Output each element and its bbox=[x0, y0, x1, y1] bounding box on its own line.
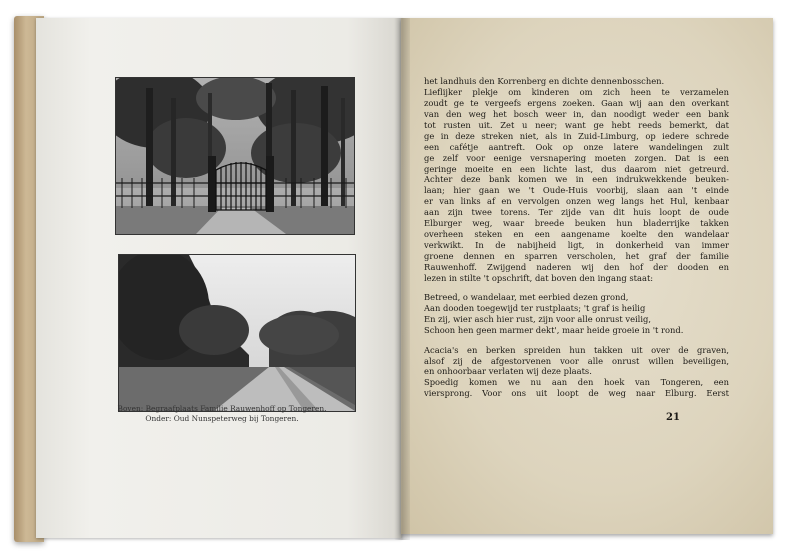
text-line: verkwikt. In de nabijheid ligt, in donkerheid van immer bbox=[424, 240, 729, 251]
text-line: Achter deze bank komen we in een indrukwekkende beuken- bbox=[424, 174, 729, 185]
text-line: Lieflijker plekje om kinderen om zich heen te verzamelen bbox=[424, 86, 729, 97]
caption-line-top: Boven: Begraafplaats Familie Rauwenhoff op Tongeren. bbox=[117, 404, 327, 413]
text-line: Acacia's en berken spreiden hun takken uit over de graven, bbox=[424, 344, 729, 355]
book-gutter bbox=[394, 18, 410, 540]
text-line: en onhoorbaar verlaten wij deze plaats. bbox=[424, 366, 592, 377]
text-line: zoudt ge te vergeefs ergens zoeken. Gaan wij aan den overkant bbox=[424, 97, 729, 108]
text-line: van den weg het bosch weer in, dan noodigt weder een bank bbox=[424, 108, 729, 119]
text-line: viersprong. Voor ons uit loopt de weg naar Elburg. Eerst bbox=[424, 388, 729, 399]
photo-top-gate bbox=[115, 77, 355, 235]
photo-caption bbox=[100, 404, 344, 424]
text-line: het landhuis den Korrenberg en dichte dennenbosschen. bbox=[424, 76, 665, 86]
text-line: alsof zij de afgestorvenen voor alle onrust willen beveiligen, bbox=[424, 355, 729, 366]
right-page-text bbox=[424, 76, 729, 399]
text-line: lezen in stilte 't opschrift, dat boven den ingang staat: bbox=[424, 272, 654, 283]
photo-bottom-road bbox=[118, 254, 356, 412]
text-line: geringe moeite en een lichte last, dus daarom niet getreurd. bbox=[424, 163, 729, 174]
text-line: aan zijn twee torens. Ter zijde van dit huis loopt de oude bbox=[424, 207, 729, 218]
text-line: er van links af en vervolgen onzen weg langs het Hul, kenbaar bbox=[424, 196, 729, 207]
text-line: een cafétje aantreft. Ook op onze latere wandelingen zult bbox=[424, 141, 729, 152]
verse-line: Aan dooden toegewijd ter rustplaats; 't graf is heilig bbox=[424, 303, 646, 314]
text-line: Elburger weg, waar breede beuken hun bladerrijke takken bbox=[424, 218, 729, 229]
text-line: overheen steken en een aangename koelte den wandelaar bbox=[424, 229, 729, 240]
text-line: ge in deze streken niet, als in Zuid-Limburg, op iedere schrede bbox=[424, 130, 729, 141]
page-number: 21 bbox=[666, 412, 680, 423]
verse-line: Betreed, o wandelaar, met eerbied dezen grond, bbox=[424, 292, 629, 303]
text-line: laan; hier gaan we 't Oude-Huis voorbij, slaan aan 't einde bbox=[424, 185, 729, 196]
caption-line-bottom: Onder: Oud Nunspeterweg bij Tongeren. bbox=[145, 414, 299, 423]
verse-line: En zij, wier asch hier rust, zijn voor alle onrust veilig, bbox=[424, 314, 652, 325]
text-line: Rauwenhoff. Zwijgend naderen wij den hof der dooden en bbox=[424, 261, 729, 272]
text-line: ge zelf voor eenige versnapering moeten zorgen. Dat is een bbox=[424, 152, 729, 163]
text-line: groene dennen en sparren verscholen, het graf der familie bbox=[424, 251, 729, 261]
verse-line: Schoon hen geen marmer dekt', maar heide groeie in 't rond. bbox=[424, 325, 684, 336]
text-line: tot rusten uit. Zet u neer; want ge hebt reeds bemerkt, dat bbox=[424, 119, 729, 130]
text-line: Spoedig komen we nu aan den hoek van Tongeren, een bbox=[424, 377, 729, 388]
